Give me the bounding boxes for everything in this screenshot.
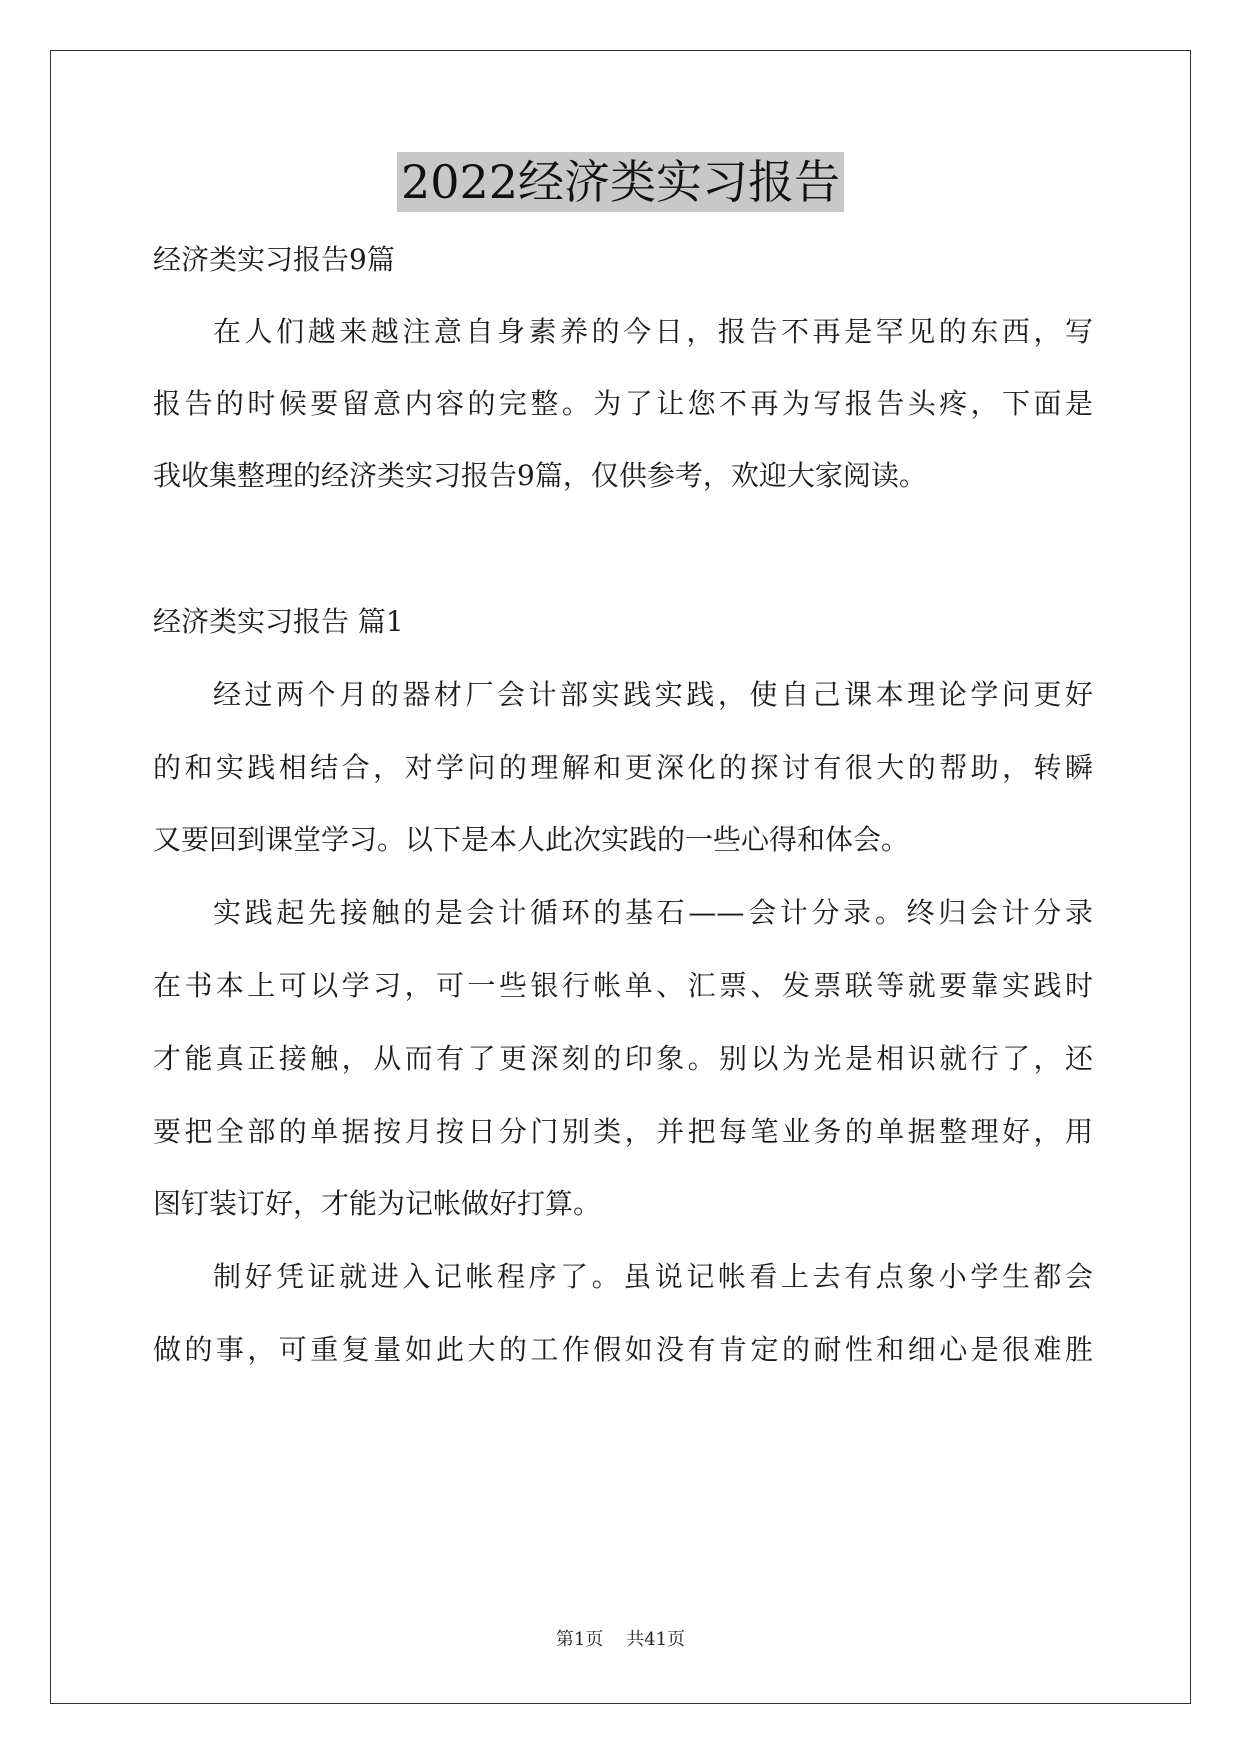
document-title: 2022经济类实习报告 (397, 152, 844, 212)
intro-line-2: 报告的时候要留意内容的完整。为了让您不再为写报告头疼，下面是 (153, 387, 1093, 420)
page-number: 第1页 (555, 1629, 604, 1650)
para3-line-1: 制好凭证就进入记帐程序了。虽说记帐看上去有点象小学生都会 (213, 1260, 1093, 1293)
intro-line-3: 我收集整理的经济类实习报告9篇，仅供参考，欢迎大家阅读。 (153, 459, 927, 492)
para2-line-3: 才能真正接触，从而有了更深刻的印象。别以为光是相识就行了，还 (153, 1042, 1093, 1075)
para3-line-2: 做的事，可重复量如此大的工作假如没有肯定的耐性和细心是很难胜 (153, 1333, 1093, 1366)
para1-line-2: 的和实践相结合，对学问的理解和更深化的探讨有很大的帮助，转瞬 (153, 751, 1093, 784)
para2-line-2: 在书本上可以学习，可一些银行帐单、汇票、发票联等就要靠实践时 (153, 969, 1093, 1002)
document-subtitle: 经济类实习报告9篇 (153, 243, 395, 276)
title-block (0, 152, 1241, 212)
page-footer (0, 1628, 1241, 1652)
para2-line-5: 图钉装订好，才能为记帐做好打算。 (153, 1187, 602, 1220)
para2-line-4: 要把全部的单据按月按日分门别类，并把每笔业务的单据整理好，用 (153, 1115, 1093, 1148)
para1-line-1: 经过两个月的器材厂会计部实践实践，使自己课本理论学问更好 (213, 678, 1093, 711)
para2-line-1: 实践起先接触的是会计循环的基石——会计分录。终归会计分录 (213, 896, 1093, 929)
intro-line-1: 在人们越来越注意自身素养的今日，报告不再是罕见的东西，写 (213, 315, 1093, 348)
section-heading-1: 经济类实习报告 篇1 (153, 605, 404, 638)
page-total: 共41页 (626, 1629, 686, 1650)
page-border (50, 50, 1191, 1704)
para1-line-3: 又要回到课堂学习。以下是本人此次实践的一些心得和体会。 (153, 823, 910, 856)
